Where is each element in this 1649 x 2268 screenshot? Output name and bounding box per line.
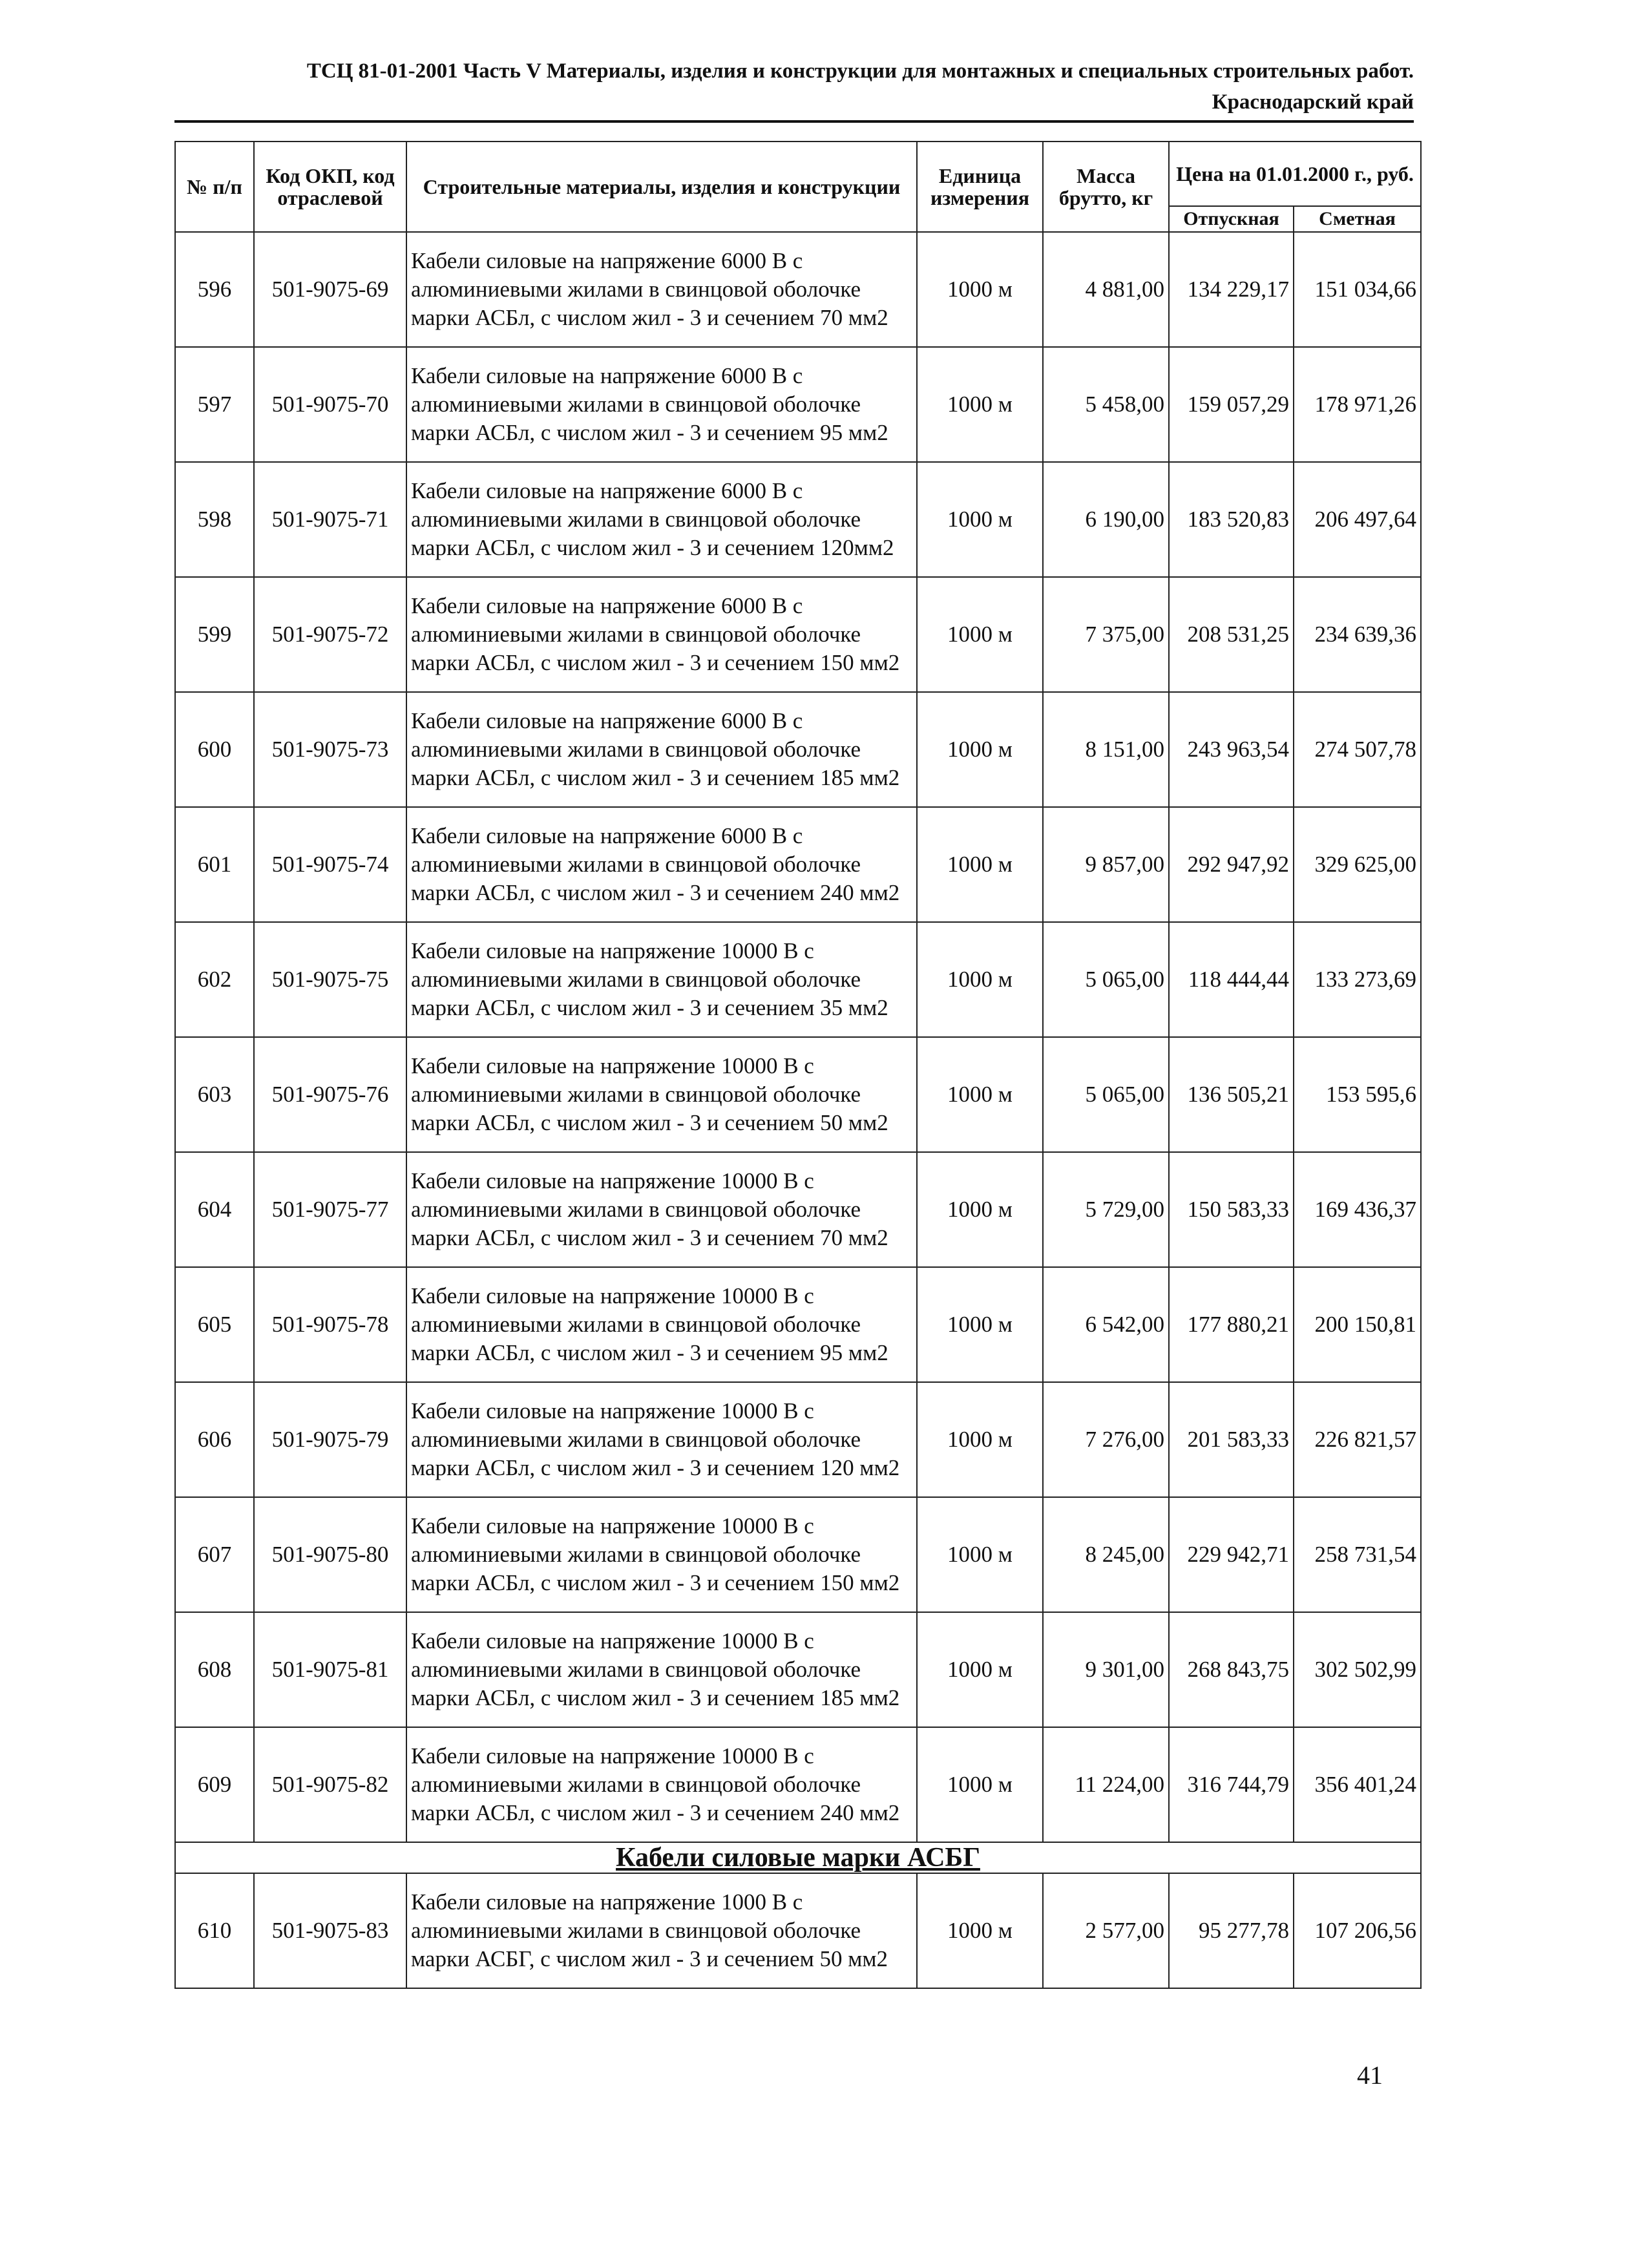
row-number: 609: [175, 1727, 254, 1842]
row-number: 610: [175, 1873, 254, 1988]
section-title-cell: [175, 1842, 1421, 1873]
table-body: [175, 232, 1421, 1988]
row-code: 501-9075-69: [254, 232, 406, 347]
row-unit: 1000 м: [917, 1267, 1043, 1382]
row-price-otpusknaya: 136 505,21: [1169, 1037, 1294, 1152]
table-row: [175, 462, 1421, 577]
row-code: 501-9075-82: [254, 1727, 406, 1842]
row-code: 501-9075-70: [254, 347, 406, 462]
row-description: Кабели силовые на напряжение 10000 В с алюминиевыми жилами в свинцовой оболочке марки АСБл, с числом жил - 3 и сечением 35 мм2: [406, 922, 917, 1037]
row-price-smetnaya: 329 625,00: [1294, 807, 1421, 922]
row-price-smetnaya: 151 034,66: [1294, 232, 1421, 347]
row-number: 608: [175, 1612, 254, 1727]
row-number: 596: [175, 232, 254, 347]
row-mass: 5 065,00: [1043, 922, 1169, 1037]
row-price-otpusknaya: 292 947,92: [1169, 807, 1294, 922]
page-number: 41: [1357, 2061, 1383, 2090]
row-number: 601: [175, 807, 254, 922]
row-code: 501-9075-74: [254, 807, 406, 922]
row-price-smetnaya: 200 150,81: [1294, 1267, 1421, 1382]
table-row: [175, 1037, 1421, 1152]
row-number: 604: [175, 1152, 254, 1267]
row-price-smetnaya: 234 639,36: [1294, 577, 1421, 692]
row-price-otpusknaya: 177 880,21: [1169, 1267, 1294, 1382]
row-mass: 5 458,00: [1043, 347, 1169, 462]
row-mass: 9 301,00: [1043, 1612, 1169, 1727]
row-description: Кабели силовые на напряжение 10000 В с алюминиевыми жилами в свинцовой оболочке марки АСБл, с числом жил - 3 и сечением 240 мм2: [406, 1727, 917, 1842]
table-header-row: [175, 142, 1421, 206]
row-price-smetnaya: 258 731,54: [1294, 1497, 1421, 1612]
col-header-desc: Строительные материалы, изделия и конструкции: [406, 142, 917, 232]
row-unit: 1000 м: [917, 1727, 1043, 1842]
table-row: [175, 232, 1421, 347]
table-row: [175, 1267, 1421, 1382]
row-unit: 1000 м: [917, 462, 1043, 577]
row-code: 501-9075-83: [254, 1873, 406, 1988]
row-number: 597: [175, 347, 254, 462]
row-description: Кабели силовые на напряжение 6000 В с алюминиевыми жилами в свинцовой оболочке марки АСБл, с числом жил - 3 и сечением 70 мм2: [406, 232, 917, 347]
table-row: [175, 922, 1421, 1037]
row-number: 603: [175, 1037, 254, 1152]
row-unit: 1000 м: [917, 1382, 1043, 1497]
row-code: 501-9075-79: [254, 1382, 406, 1497]
row-mass: 11 224,00: [1043, 1727, 1169, 1842]
document-header: [174, 56, 1414, 118]
row-code: 501-9075-81: [254, 1612, 406, 1727]
row-number: 607: [175, 1497, 254, 1612]
row-code: 501-9075-71: [254, 462, 406, 577]
row-price-otpusknaya: 201 583,33: [1169, 1382, 1294, 1497]
row-price-smetnaya: 206 497,64: [1294, 462, 1421, 577]
row-price-smetnaya: 356 401,24: [1294, 1727, 1421, 1842]
col-header-code: Код ОКП, код отраслевой: [254, 142, 406, 232]
row-description: Кабели силовые на напряжение 6000 В с алюминиевыми жилами в свинцовой оболочке марки АСБл, с числом жил - 3 и сечением 95 мм2: [406, 347, 917, 462]
row-description: Кабели силовые на напряжение 6000 В с алюминиевыми жилами в свинцовой оболочке марки АСБл, с числом жил - 3 и сечением 240 мм2: [406, 807, 917, 922]
row-unit: 1000 м: [917, 577, 1043, 692]
row-unit: 1000 м: [917, 232, 1043, 347]
row-description: Кабели силовые на напряжение 6000 В с алюминиевыми жилами в свинцовой оболочке марки АСБл, с числом жил - 3 и сечением 120мм2: [406, 462, 917, 577]
row-price-otpusknaya: 183 520,83: [1169, 462, 1294, 577]
row-price-smetnaya: 107 206,56: [1294, 1873, 1421, 1988]
row-unit: 1000 м: [917, 1152, 1043, 1267]
row-description: Кабели силовые на напряжение 10000 В с алюминиевыми жилами в свинцовой оболочке марки АСБл, с числом жил - 3 и сечением 95 мм2: [406, 1267, 917, 1382]
row-code: 501-9075-80: [254, 1497, 406, 1612]
row-number: 606: [175, 1382, 254, 1497]
row-price-smetnaya: 274 507,78: [1294, 692, 1421, 807]
row-description: Кабели силовые на напряжение 10000 В с алюминиевыми жилами в свинцовой оболочке марки АСБл, с числом жил - 3 и сечением 120 мм2: [406, 1382, 917, 1497]
header-title: ТСЦ 81-01-2001 Часть V Материалы, изделия и конструкции для монтажных и специальных строительных работ.: [306, 59, 1414, 83]
row-price-smetnaya: 169 436,37: [1294, 1152, 1421, 1267]
row-price-smetnaya: 302 502,99: [1294, 1612, 1421, 1727]
row-price-otpusknaya: 316 744,79: [1169, 1727, 1294, 1842]
row-description: Кабели силовые на напряжение 10000 В с алюминиевыми жилами в свинцовой оболочке марки АСБл, с числом жил - 3 и сечением 150 мм2: [406, 1497, 917, 1612]
col-header-price-group: Цена на 01.01.2000 г., руб.: [1169, 142, 1421, 206]
col-header-mass: Масса брутто, кг: [1043, 142, 1169, 232]
row-description: Кабели силовые на напряжение 10000 В с алюминиевыми жилами в свинцовой оболочке марки АСБл, с числом жил - 3 и сечением 185 мм2: [406, 1612, 917, 1727]
table-row: [175, 1873, 1421, 1988]
row-unit: 1000 м: [917, 692, 1043, 807]
row-unit: 1000 м: [917, 1612, 1043, 1727]
row-number: 602: [175, 922, 254, 1037]
row-unit: 1000 м: [917, 807, 1043, 922]
row-unit: 1000 м: [917, 1873, 1043, 1988]
row-mass: 5 729,00: [1043, 1152, 1169, 1267]
row-mass: 2 577,00: [1043, 1873, 1169, 1988]
row-mass: 7 375,00: [1043, 577, 1169, 692]
row-mass: 6 190,00: [1043, 462, 1169, 577]
section-row: [175, 1842, 1421, 1873]
row-code: 501-9075-77: [254, 1152, 406, 1267]
row-mass: 8 245,00: [1043, 1497, 1169, 1612]
table-row: [175, 347, 1421, 462]
row-description: Кабели силовые на напряжение 1000 В с алюминиевыми жилами в свинцовой оболочке марки АСБГ, с числом жил - 3 и сечением 50 мм2: [406, 1873, 917, 1988]
row-mass: 7 276,00: [1043, 1382, 1169, 1497]
row-price-otpusknaya: 95 277,78: [1169, 1873, 1294, 1988]
row-unit: 1000 м: [917, 922, 1043, 1037]
col-header-otp: Отпускная: [1169, 206, 1294, 232]
row-code: 501-9075-72: [254, 577, 406, 692]
row-price-otpusknaya: 208 531,25: [1169, 577, 1294, 692]
row-price-otpusknaya: 134 229,17: [1169, 232, 1294, 347]
header-rule: [174, 120, 1414, 123]
row-number: 605: [175, 1267, 254, 1382]
row-mass: 5 065,00: [1043, 1037, 1169, 1152]
table-row: [175, 577, 1421, 692]
row-number: 598: [175, 462, 254, 577]
table-row: [175, 1497, 1421, 1612]
table-row: [175, 1382, 1421, 1497]
row-price-otpusknaya: 268 843,75: [1169, 1612, 1294, 1727]
row-price-smetnaya: 178 971,26: [1294, 347, 1421, 462]
row-mass: 6 542,00: [1043, 1267, 1169, 1382]
row-code: 501-9075-75: [254, 922, 406, 1037]
row-code: 501-9075-78: [254, 1267, 406, 1382]
row-price-smetnaya: 133 273,69: [1294, 922, 1421, 1037]
row-number: 599: [175, 577, 254, 692]
row-mass: 8 151,00: [1043, 692, 1169, 807]
section-title: Кабели силовые марки АСБГ: [616, 1843, 980, 1873]
row-price-otpusknaya: 150 583,33: [1169, 1152, 1294, 1267]
row-description: Кабели силовые на напряжение 10000 В с алюминиевыми жилами в свинцовой оболочке марки АСБл, с числом жил - 3 и сечением 50 мм2: [406, 1037, 917, 1152]
table-row: [175, 1727, 1421, 1842]
col-header-unit: Единица измерения: [917, 142, 1043, 232]
header-region: Краснодарский край: [1212, 90, 1414, 114]
row-unit: 1000 м: [917, 1497, 1043, 1612]
row-code: 501-9075-76: [254, 1037, 406, 1152]
row-unit: 1000 м: [917, 347, 1043, 462]
row-price-smetnaya: 153 595,6: [1294, 1037, 1421, 1152]
table-row: [175, 807, 1421, 922]
row-description: Кабели силовые на напряжение 10000 В с алюминиевыми жилами в свинцовой оболочке марки АСБл, с числом жил - 3 и сечением 70 мм2: [406, 1152, 917, 1267]
row-price-otpusknaya: 118 444,44: [1169, 922, 1294, 1037]
col-header-smet: Сметная: [1294, 206, 1421, 232]
row-description: Кабели силовые на напряжение 6000 В с алюминиевыми жилами в свинцовой оболочке марки АСБл, с числом жил - 3 и сечением 185 мм2: [406, 692, 917, 807]
row-mass: 9 857,00: [1043, 807, 1169, 922]
row-number: 600: [175, 692, 254, 807]
row-mass: 4 881,00: [1043, 232, 1169, 347]
table-row: [175, 1612, 1421, 1727]
price-table: [174, 141, 1422, 1989]
col-header-num: № п/п: [175, 142, 254, 232]
row-price-otpusknaya: 243 963,54: [1169, 692, 1294, 807]
row-price-otpusknaya: 159 057,29: [1169, 347, 1294, 462]
row-description: Кабели силовые на напряжение 6000 В с алюминиевыми жилами в свинцовой оболочке марки АСБл, с числом жил - 3 и сечением 150 мм2: [406, 577, 917, 692]
row-unit: 1000 м: [917, 1037, 1043, 1152]
row-code: 501-9075-73: [254, 692, 406, 807]
table-row: [175, 692, 1421, 807]
row-price-smetnaya: 226 821,57: [1294, 1382, 1421, 1497]
table-row: [175, 1152, 1421, 1267]
row-price-otpusknaya: 229 942,71: [1169, 1497, 1294, 1612]
